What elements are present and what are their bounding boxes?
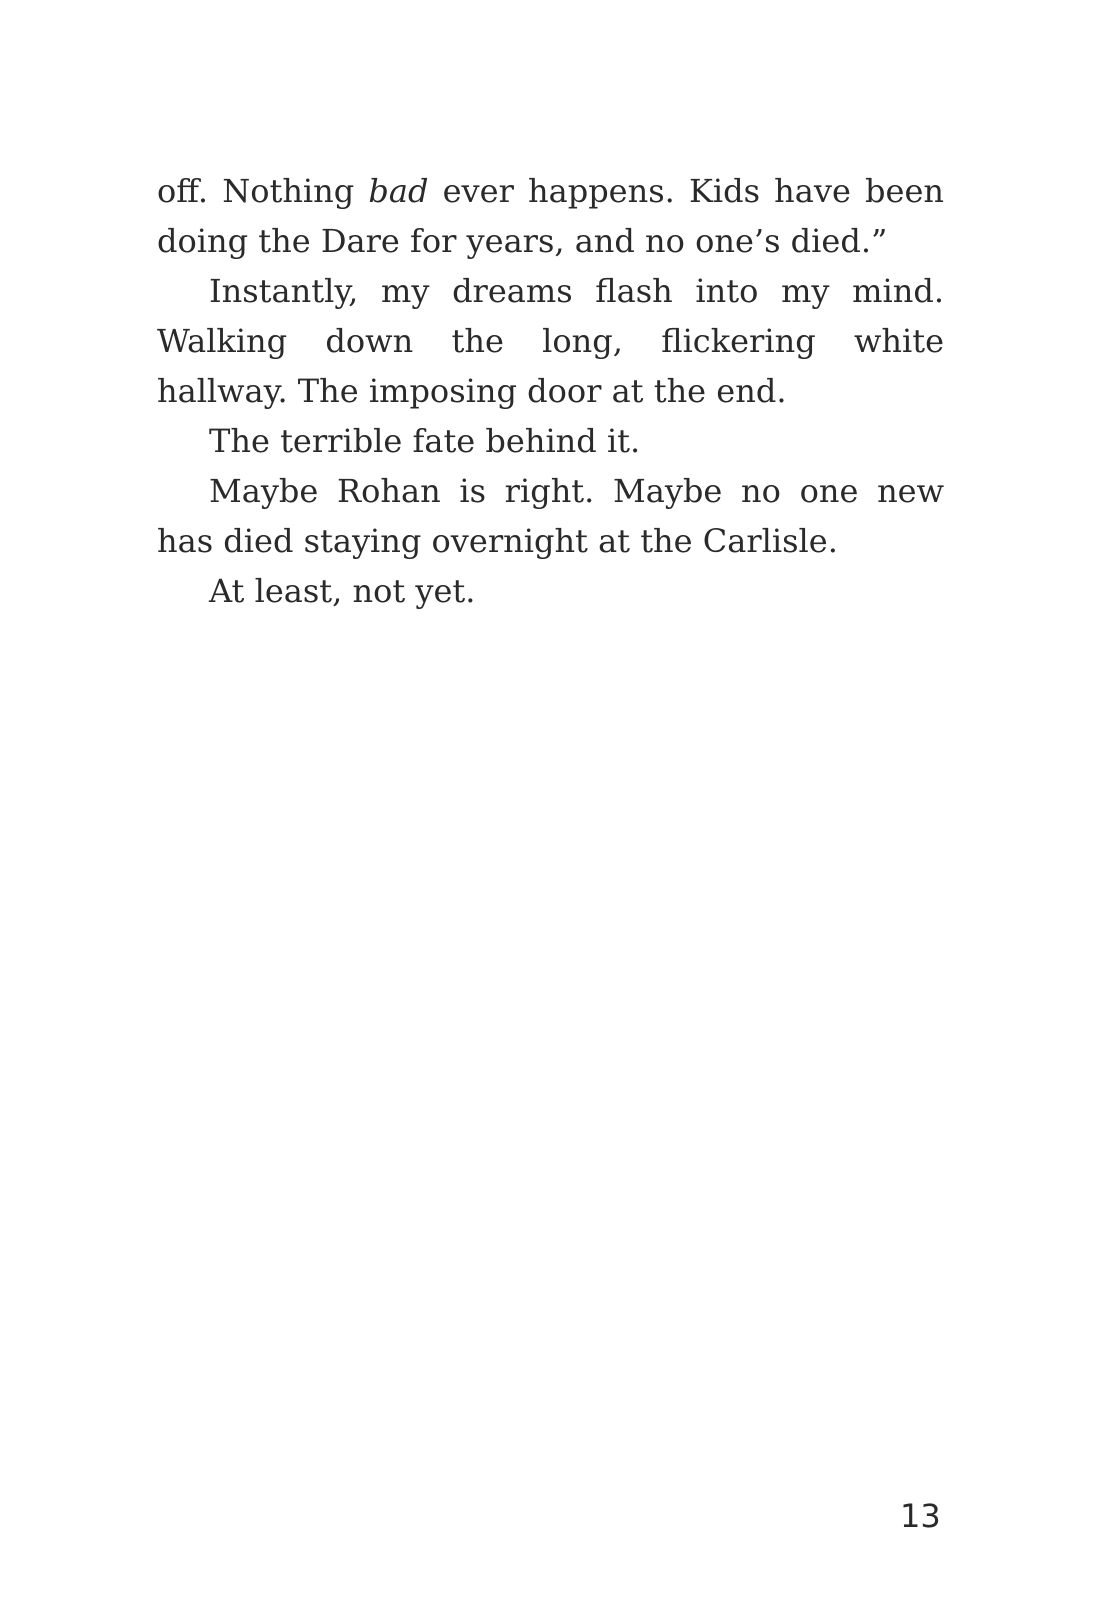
paragraph-text-after-emphasis: ever happens. Kids have been doing the Dare for years, and no one’s died.” — [157, 172, 944, 260]
paragraph-not-yet: At least, not yet. — [209, 572, 476, 610]
paragraph-continuation — [157, 166, 944, 266]
paragraph-dreams: Instantly, my dreams flash into my mind. Walking down the long, flickering white hallway. The imposing door at the end. — [157, 272, 944, 410]
paragraph-fate: The terrible fate behind it. — [209, 422, 641, 460]
body-text — [157, 166, 944, 616]
paragraph-text-before-emphasis: off. Nothing — [157, 172, 369, 210]
paragraph-rohan: Maybe Rohan is right. Maybe no one new has died staying overnight at the Carlisle. — [157, 472, 944, 560]
emphasized-word: bad — [368, 172, 429, 210]
page-number: 13 — [900, 1497, 941, 1535]
